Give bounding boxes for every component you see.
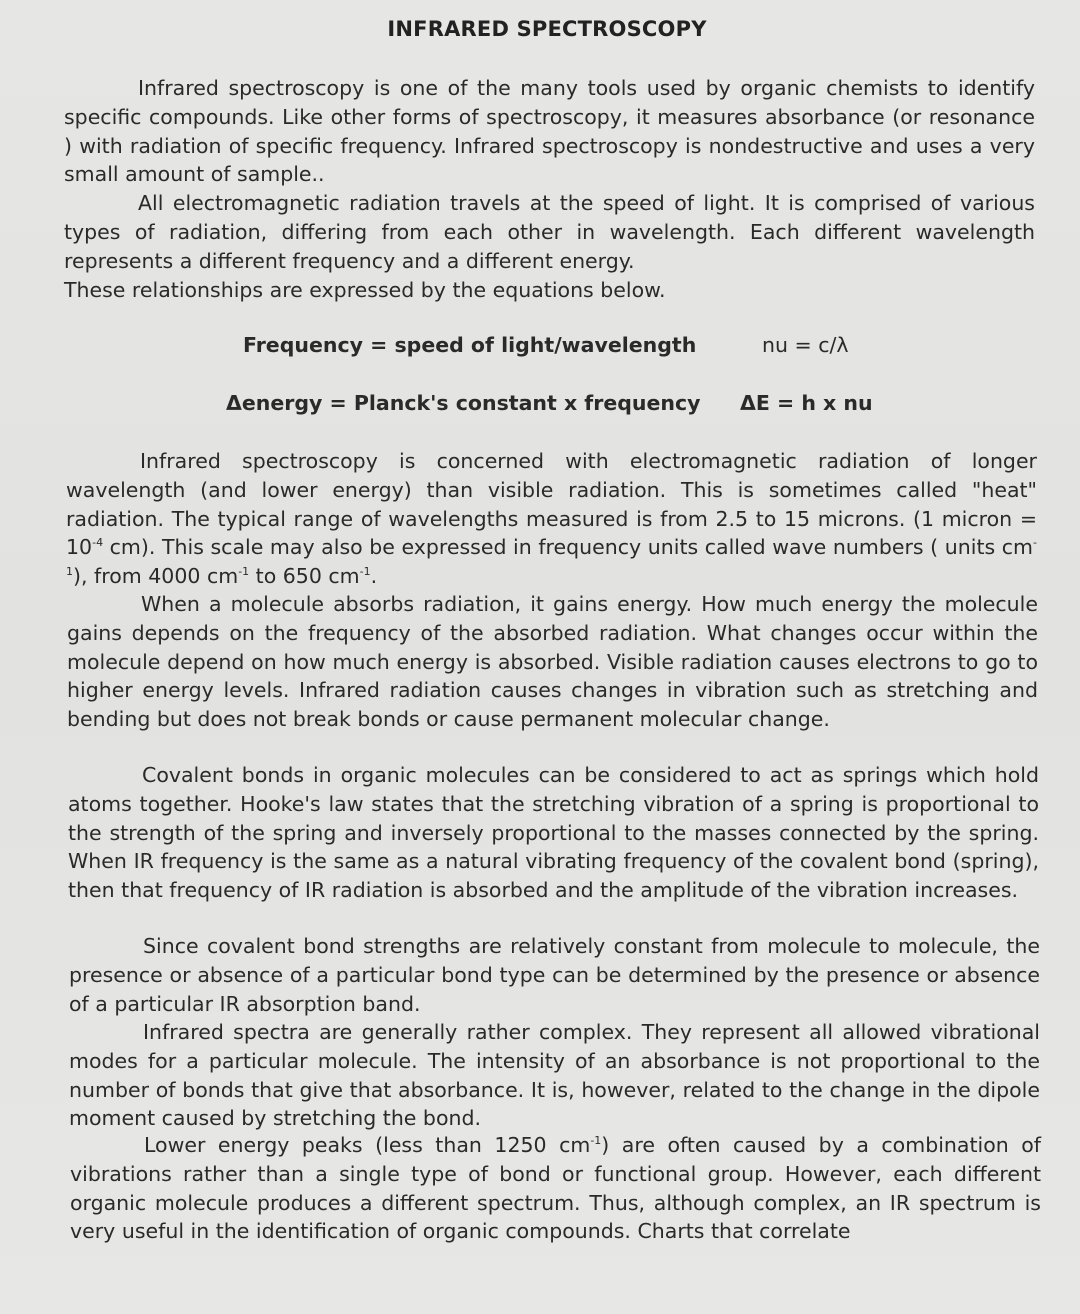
paragraph-relationships: These relationships are expressed by the equations below.	[64, 278, 666, 302]
equation-frequency-text: Frequency = speed of light/wavelength	[243, 333, 697, 357]
paragraph-lower-energy	[70, 1131, 1041, 1246]
page-title: INFRARED SPECTROSCOPY	[387, 17, 707, 41]
text-range-d: to 650 cm	[249, 564, 360, 589]
paragraph-intro: Infrared spectroscopy is one of the many tools used by organic chemists to identify specific compounds. Like other forms of spectroscopy, it measures absorbance (or resonance ) with radiation of specific frequency. Infrared spectroscopy is nondestructive and uses a very small amount of sample..	[64, 76, 1035, 187]
equation-energy-formula: ΔE = h x nu	[740, 391, 873, 415]
equation-energy-text: Δenergy = Planck's constant x frequency	[226, 391, 701, 415]
paragraph-absorbs-radiation: When a molecule absorbs radiation, it gains energy. How much energy the molecule gains depends on the frequency of the absorbed radiation. What changes occur within the molecule depend on how much energy is absorbed. Visible radiation causes electrons to go to higher energy levels. Infrared radiation causes changes in vibration such as stretching and bending but does not break bonds or cause permanent molecular change.	[67, 592, 1038, 732]
paragraph-electromagnetic: All electromagnetic radiation travels at the speed of light. It is comprised of various types of radiation, differing from each other in wavelength. Each different wavelength represents a different frequency and a different energy.	[64, 191, 1035, 273]
paragraph-complex-spectra: Infrared spectra are generally rather complex. They represent all allowed vibrational modes for a particular molecule. The intensity of an absorbance is not proportional to the number of bonds that give that absorbance. It is, however, related to the change in the dipole moment caused by stretching the bond.	[69, 1020, 1040, 1131]
superscript-units: -1	[66, 536, 1037, 579]
superscript-4000: -1	[238, 565, 250, 579]
paragraph-covalent-springs: Covalent bonds in organic molecules can be considered to act as springs which hold atoms together. Hooke's law states that the stretching vibration of a spring is proportional to the strength of the spring and inversely proportional to the masses connected by the spring. When IR frequency is the same as a natural vibrating frequency of the covalent bond (spring), then that frequency of IR radiation is absorbed and the amplitude of the vibration increases.	[68, 763, 1039, 903]
text-range-b: cm). This scale may also be expressed in frequency units called wave numbers ( units cm	[103, 535, 1034, 560]
text-lower-a: Lower energy peaks (less than 1250 cm	[144, 1133, 591, 1157]
paragraph-infrared-range	[66, 447, 1037, 591]
text-range-e: .	[370, 564, 378, 589]
superscript-650: -1	[359, 565, 371, 579]
text-range-a: Infrared spectroscopy is concerned with electromagnetic radiation of longer wavelength (and lower energy) than visible radiation. This is sometimes called "heat" radiation. The typical range of wavelengths measured is from 2.5 to 15 microns. (1 micron = 10	[66, 449, 1037, 560]
superscript-micron: -4	[92, 536, 104, 550]
text-lower-b: ) are often caused by a combination of vibrations rather than a single type of bond or functional group. However, each different organic molecule produces a different spectrum. Thus, although complex, an IR spectrum is very useful in the identification of organic compounds. Charts that correlate	[70, 1133, 1041, 1244]
text-range-c: ), from 4000 cm	[73, 564, 239, 589]
paragraph-bond-strengths: Since covalent bond strengths are relatively constant from molecule to molecule, the presence or absence of a particular bond type can be determined by the presence or absence of a particular IR absorption band.	[69, 934, 1040, 1016]
superscript-1250: -1	[590, 1134, 602, 1148]
equation-frequency-formula: nu = c/λ	[762, 333, 849, 357]
